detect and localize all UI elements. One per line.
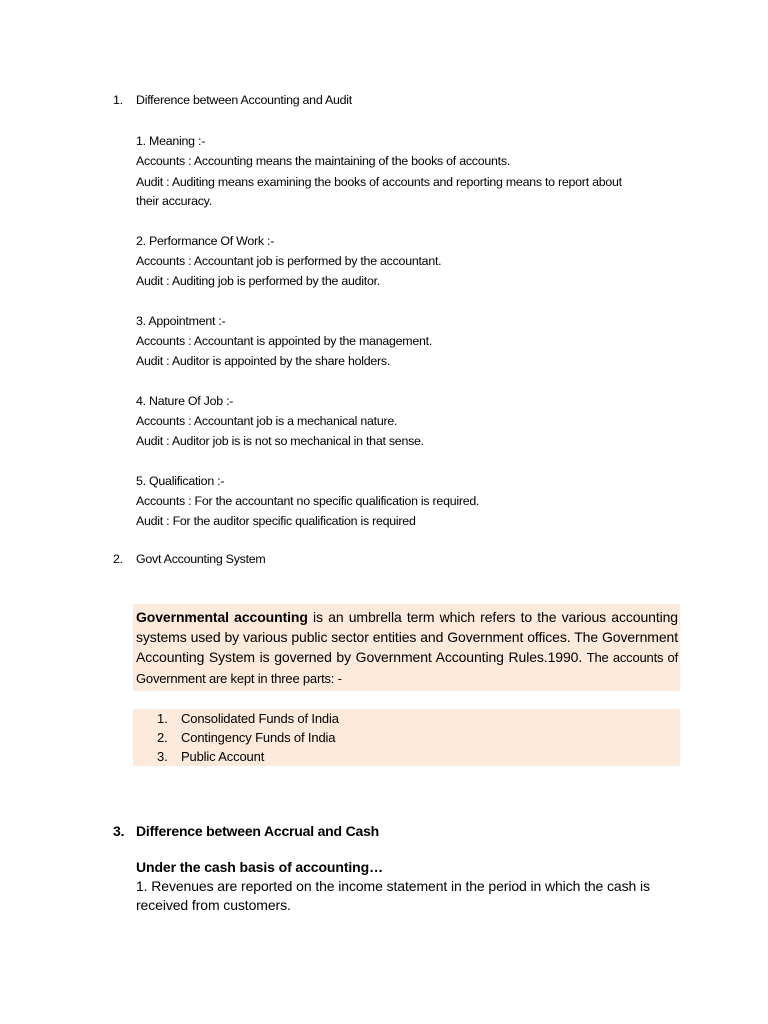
nature-heading: 4. Nature Of Job :- [136, 394, 234, 408]
govt-paragraph-text: is an umbrella term which refers to the various accounting systems used by various public sector entities and Government offices. The Government Accounting System is governed by Government Accounting Rules.1990. [136, 609, 678, 665]
qualification-audit: Audit : For the auditor specific qualification is required [136, 514, 416, 528]
qualification-heading: 5. Qualification :- [136, 474, 225, 488]
meaning-accounts: Accounts : Accounting means the maintaining of the books of accounts. [136, 154, 510, 168]
section-1-title: Difference between Accounting and Audit [136, 93, 352, 107]
appointment-accounts: Accounts : Accountant is appointed by the management. [136, 334, 433, 348]
performance-audit: Audit : Auditing job is performed by the auditor. [136, 274, 380, 288]
section-3-number: 3. [113, 823, 125, 839]
section-2-title: Govt Accounting System [136, 552, 266, 566]
meaning-audit: Audit : Auditing means examining the books of accounts and reporting means to report about [136, 175, 622, 189]
section-2-number: 2. [113, 552, 123, 566]
qualification-accounts: Accounts : For the accountant no specific qualification is required. [136, 494, 480, 508]
section-3-heading [113, 823, 379, 839]
appointment-heading: 3. Appointment :- [136, 314, 226, 328]
govt-parts-list [157, 709, 339, 766]
govt-paragraph-bold: Governmental accounting [136, 609, 308, 625]
list-item: 1. Consolidated Funds of India [157, 711, 339, 726]
list-item: 2. Contingency Funds of India [157, 730, 336, 745]
section-3-title: Difference between Accrual and Cash [136, 823, 380, 839]
govt-paragraph [136, 607, 678, 689]
nature-accounts: Accounts : Accountant job is a mechanical nature. [136, 414, 398, 428]
section-1-heading [113, 93, 352, 107]
list-item: 3. Public Account [157, 749, 265, 764]
cash-basis-paragraph: 1. Revenues are reported on the income statement in the period in which the cash is received from customers. [136, 878, 650, 913]
meaning-heading: 1. Meaning :- [136, 134, 206, 148]
section-1-number: 1. [113, 93, 123, 107]
performance-accounts: Accounts : Accountant job is performed by the accountant. [136, 254, 442, 268]
govt-paragraph-tail: The accounts of Government are kept in three parts: - [136, 650, 679, 686]
meaning-audit-cont: their accuracy. [136, 194, 212, 208]
cash-basis-subtitle: Under the cash basis of accounting… [136, 859, 383, 875]
performance-heading: 2. Performance Of Work :- [136, 234, 275, 248]
appointment-audit: Audit : Auditor is appointed by the share holders. [136, 354, 391, 368]
nature-audit: Audit : Auditor job is is not so mechanical in that sense. [136, 434, 424, 448]
section-2-heading [113, 552, 265, 566]
